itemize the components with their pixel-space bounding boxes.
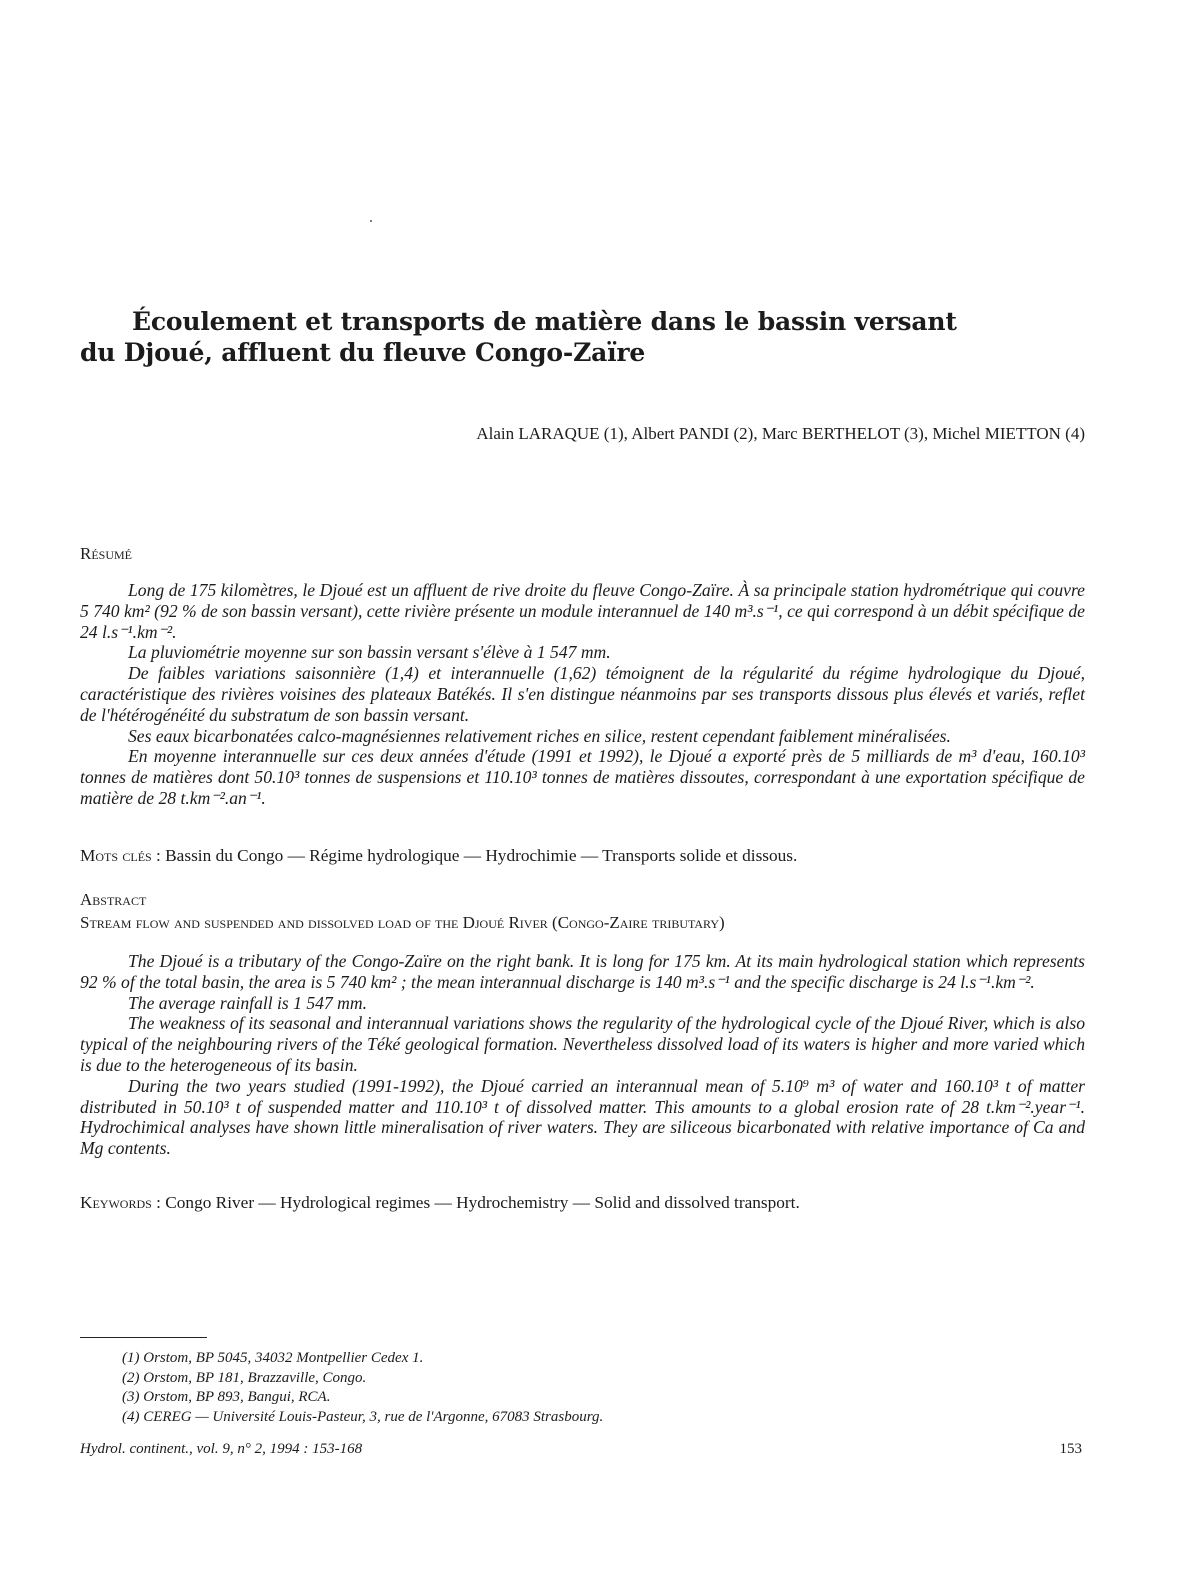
title-line-2: du Djoué, affluent du fleuve Congo-Zaïre <box>80 338 646 367</box>
abstract-keywords-label: Keywords : <box>80 1193 161 1212</box>
resume-paragraph: De faibles variations saisonnière (1,4) et interannuelle (1,62) témoignent de la régularité du régime hydrologique du Djoué, caractéristique des rivières voisines des plateaux Batékés. Il s'en distingue néanmoins par ses transports dissous plus élevés et variés, reflet de l'hétérogénéité du substratum de son bassin versant. <box>80 663 1085 725</box>
paper-title <box>80 306 1080 368</box>
abstract-subtitle: Stream flow and suspended and dissolved load of the Djoué River (Congo-Zaire tributary) <box>80 913 725 932</box>
abstract-paragraph: The Djoué is a tributary of the Congo-Zaïre on the right bank. It is long for 175 km. At its main hydrological station which represents 92 % of the total basin, the area is 5 740 km² ; the mean interannual discharge is 140 m³.s⁻¹ and the specific discharge is 24 l.s⁻¹.km⁻². <box>80 951 1085 992</box>
abstract-paragraph: The average rainfall is 1 547 mm. <box>128 992 367 1013</box>
page-number: 153 <box>1059 1441 1082 1457</box>
resume-keywords <box>80 846 797 866</box>
abstract-keywords-text: Congo River — Hydrological regimes — Hydrochemistry — Solid and dissolved transport. <box>165 1193 800 1212</box>
resume-heading: Résumé <box>80 544 133 563</box>
abstract-heading: Abstract <box>80 890 147 909</box>
footnote-item: (4) CEREG — Université Louis-Pasteur, 3, rue de l'Argonne, 67083 Strasbourg. <box>122 1408 604 1425</box>
footnotes <box>122 1349 603 1427</box>
journal-citation: Hydrol. continent., vol. 9, n° 2, 1994 : 153-168 <box>80 1441 363 1457</box>
resume-keywords-text: Bassin du Congo — Régime hydrologique — Hydrochimie — Transports solide et dissous. <box>165 846 798 865</box>
resume-keywords-label: Mots clés : <box>80 846 161 865</box>
resume-paragraph: La pluviométrie moyenne sur son bassin versant s'élève à 1 547 mm. <box>128 642 611 663</box>
footnote-divider <box>80 1337 207 1338</box>
footnote-item: (2) Orstom, BP 181, Brazzaville, Congo. <box>122 1369 367 1386</box>
resume-paragraph: Long de 175 kilomètres, le Djoué est un affluent de rive droite du fleuve Congo-Zaïre. À sa principale station hydrométrique qui couvre 5 740 km² (92 % de son bassin versant), cette rivière présente un module interannuel de 140 m³.s⁻¹, ce qui correspond à un débit spécifique de 24 l.s⁻¹.km⁻². <box>80 580 1085 642</box>
resume-paragraph: En moyenne interannuelle sur ces deux années d'étude (1991 et 1992), le Djoué a exporté près de 5 milliards de m³ d'eau, 160.10³ tonnes de matières dont 50.10³ tonnes de suspensions et 110.10³ tonnes de matières dissoutes, correspondant à une exportation spécifique de matière de 28 t.km⁻².an⁻¹. <box>80 746 1085 808</box>
abstract-body <box>80 951 1085 1159</box>
abstract-keywords <box>80 1193 800 1213</box>
resume-paragraph: Ses eaux bicarbonatées calco-magnésiennes relativement riches en silice, restent cependant faiblement minéralisées. <box>128 725 951 746</box>
footnote-item: (1) Orstom, BP 5045, 34032 Montpellier Cedex 1. <box>122 1350 424 1366</box>
footnote-item: (3) Orstom, BP 893, Bangui, RCA. <box>122 1389 331 1405</box>
abstract-paragraph: During the two years studied (1991-1992), the Djoué carried an interannual mean of 5.10⁹ m³ of water and 160.10³ t of matter distributed in 50.10³ t of suspended matter and 110.10³ t of dissolved matter. This amounts to a global erosion rate of 28 t.km⁻².year⁻¹. Hydrochimical analyses have shown little mineralisation of river waters. They are siliceous bicarbonated with relative importance of Ca and Mg contents. <box>80 1075 1085 1159</box>
scan-speck <box>370 220 372 222</box>
title-line-1: Écoulement et transports de matière dans le bassin versant <box>132 307 957 336</box>
abstract-paragraph: The weakness of its seasonal and interannual variations shows the regularity of the hydrological cycle of the Djoué River, which is also typical of the neighbouring rivers of the Téké geological formation. Nevertheless dissolved load of its waters is higher and more varied which is due to the heterogeneous of its basin. <box>80 1013 1085 1075</box>
resume-body <box>80 580 1085 809</box>
author-list: Alain LARAQUE (1), Albert PANDI (2), Marc BERTHELOT (3), Michel MIETTON (4) <box>476 424 1085 443</box>
